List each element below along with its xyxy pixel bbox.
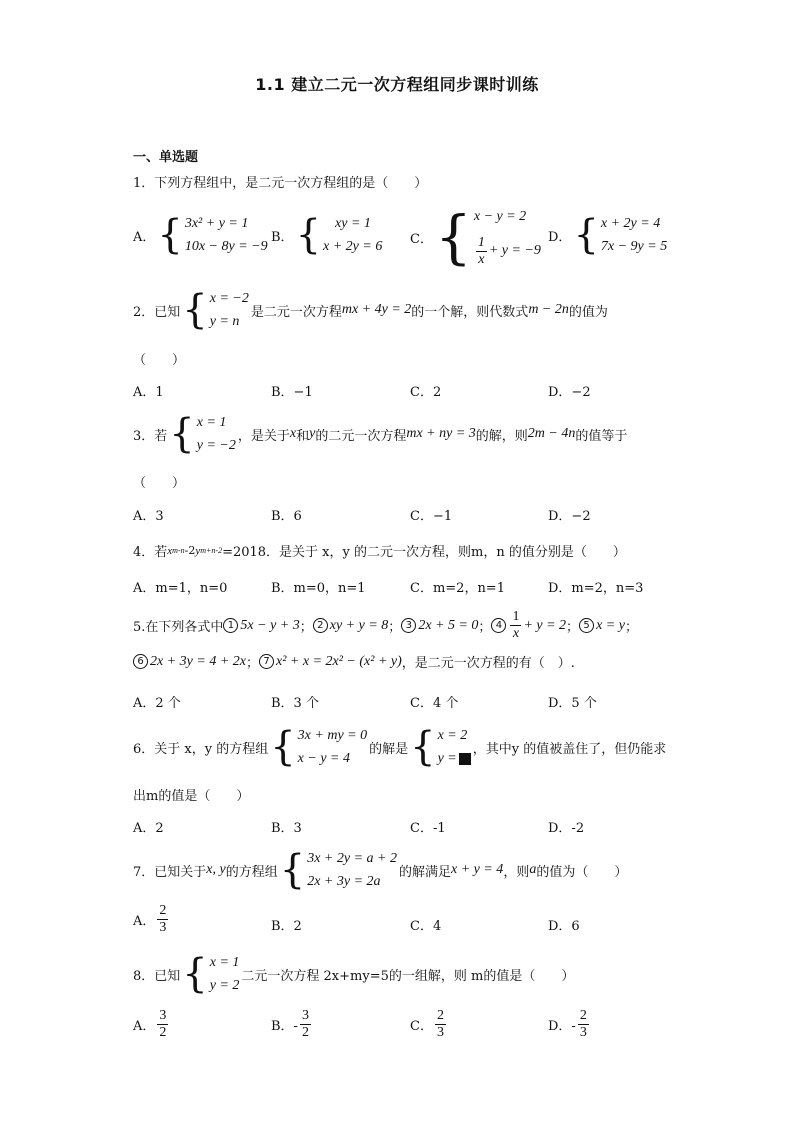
frac-den: x — [512, 626, 520, 641]
left-brace-icon: { — [182, 951, 208, 997]
q1-b-eq1: xy = 1 — [335, 215, 371, 231]
q5-option-c: C．4 个 — [410, 696, 459, 711]
frac-den: 3 — [579, 1025, 587, 1040]
q6-eq1: 3x + my = 0 — [297, 727, 368, 743]
q7-a-label: A． — [133, 914, 156, 929]
q3-option-d: D．−2 — [548, 509, 591, 524]
q5-expr-7: x² + x = 2x² − (x² + y) — [276, 653, 402, 669]
q8-d-label: D．- — [548, 1019, 576, 1034]
circled-number-icon: 5 — [579, 618, 594, 633]
circled-number-icon: 2 — [313, 618, 328, 633]
q3-and: 和 — [296, 428, 310, 444]
left-brace-icon: { — [157, 212, 183, 258]
q6-sol1: x = 2 — [437, 727, 468, 743]
q6-sol2 — [438, 748, 471, 770]
q6-option-b: B．3 — [271, 821, 302, 836]
q2-post: 的值为 — [568, 304, 608, 320]
q3-var-y: y — [309, 426, 316, 441]
q4-base-x: x — [167, 544, 173, 557]
q7-option-b: B．2 — [271, 919, 302, 934]
left-brace-icon: { — [434, 203, 472, 271]
q7-mid: 的方程组 — [225, 864, 278, 880]
left-brace-icon: { — [279, 847, 306, 893]
q4-base-y: y — [195, 544, 201, 557]
q6-sol2-text: y = — [437, 750, 457, 766]
q7-eq1: 3x + 2y = a + 2 — [307, 850, 397, 866]
q7-eq2: 2x + 3y = 2a — [307, 873, 381, 889]
q8-option-c — [410, 1008, 448, 1041]
circled-number-icon: 4 — [491, 618, 506, 633]
left-brace-icon: { — [573, 212, 599, 258]
q5-option-b: B．3 个 — [271, 696, 319, 711]
q1-option-b — [271, 212, 384, 258]
q1-c-eq1: x − y = 2 — [473, 209, 527, 225]
question-2-stem — [133, 287, 608, 333]
q2-option-d: D．−2 — [548, 385, 591, 400]
q8-pre: 8．已知 — [133, 968, 181, 984]
q8-option-d — [548, 1008, 591, 1041]
q3-eq2: y = −2 — [196, 437, 236, 453]
q1-c-fraction — [476, 235, 487, 268]
q7-option-a — [133, 903, 170, 936]
q2-eq1: x = −2 — [209, 290, 249, 306]
q8-eq1: x = 1 — [209, 954, 240, 970]
q7-equation: x + y = 4 — [450, 862, 504, 877]
q3-expression: 2m − 4n — [527, 426, 576, 441]
frac-den: x — [478, 251, 485, 267]
q7-var-a: a — [529, 862, 537, 877]
question-5-line2: 6 2x + 3y = 4 + 2x ； 7 x² + x = 2x² − (x² + y) ，是二元一次方程的有（ ）. — [133, 652, 575, 671]
q1-option-a — [133, 212, 270, 258]
q3-eq1: x = 1 — [196, 414, 227, 430]
q4-exp2: m+n-2 — [200, 546, 223, 555]
q8-option-a — [133, 1008, 170, 1041]
q8-c-fraction — [435, 1008, 446, 1041]
q5-option-a: A．2 个 — [133, 696, 181, 711]
q3-option-b: B．6 — [271, 509, 302, 524]
q8-c-label: C． — [410, 1019, 433, 1034]
q2-answer-paren: （ ） — [133, 353, 186, 368]
q1-d-eq2: 7x − 9y = 5 — [600, 238, 668, 254]
q1-a-system — [157, 212, 267, 258]
q3-equation: mx + ny = 3 — [406, 426, 476, 441]
q8-d-fraction — [578, 1008, 589, 1041]
q6-pre: 6．关于 x，y 的方程组 — [133, 741, 269, 757]
q4-option-d: D．m=2，n=3 — [548, 581, 644, 596]
frac-num: 2 — [159, 903, 167, 918]
frac-num: 3 — [301, 1008, 309, 1023]
frac-num: 2 — [436, 1008, 444, 1023]
q2-option-c: C．2 — [410, 385, 442, 400]
q7-system — [280, 847, 397, 893]
q8-option-b — [271, 1008, 313, 1041]
q7-option-c: C．4 — [410, 919, 442, 934]
q3-mid2: 的二元一次方程 — [315, 428, 407, 444]
q1-a-eq1: 3x² + y = 1 — [184, 215, 249, 231]
q4-option-c: C．m=2，n=1 — [410, 581, 505, 596]
q1-c-system — [435, 203, 541, 271]
q1-option-c — [410, 203, 543, 271]
left-brace-icon: { — [270, 724, 296, 770]
q8-b-label: B．- — [271, 1019, 298, 1034]
q1-b-label: B． — [271, 229, 294, 245]
section-heading: 一、单选题 — [133, 150, 199, 165]
q2-pre: 2．已知 — [133, 304, 181, 320]
q4-pre: 4．若 — [133, 545, 168, 560]
q5-option-d: D．5 个 — [548, 696, 597, 711]
q6-mid: 的解是 — [369, 741, 409, 757]
q6-line2: 出m的值是（ ） — [133, 789, 250, 804]
question-5-line1: 5.在下列各式中 1 5x − y + 3 ； 2 xy + y = 8 ； 3 2x + 5 = 0 ； 4 $\frac{1}{x}$ + y = 2 ； 5 x = y ； — [133, 609, 638, 641]
q4-post: =2018．是关于 x，y 的二元一次方程，则m，n 的值分别是（ ） — [222, 545, 626, 560]
q7-pre: 7．已知关于 — [133, 864, 207, 880]
q5-post: ，是二元一次方程的有（ ）. — [401, 656, 575, 671]
q5-expr-2: xy + y = 8 — [329, 617, 389, 633]
question-6-stem — [133, 724, 666, 770]
q7-mid2: 的解满足 — [398, 864, 451, 880]
q5-expr-6: 2x + 3y = 4 + 2x — [150, 653, 246, 669]
q2-mid2: 的一个解，则代数式 — [411, 304, 529, 320]
circled-number-icon: 7 — [259, 654, 274, 669]
circled-number-icon: 3 — [401, 618, 416, 633]
q2-equation: mx + 4y = 2 — [341, 302, 412, 317]
q1-c-label: C． — [410, 231, 433, 247]
q8-a-fraction — [157, 1008, 168, 1041]
q5-expr-5: x = y — [596, 617, 625, 633]
q3-var-x: x — [289, 426, 297, 441]
q3-option-c: C．−1 — [410, 509, 453, 524]
q7-option-d: D．6 — [548, 919, 580, 934]
q5-expr-3: 2x + 5 = 0 — [418, 617, 479, 633]
q6-system — [270, 724, 367, 770]
q1-c-eq2 — [474, 235, 541, 268]
q1-a-label: A． — [133, 229, 156, 245]
circled-number-icon: 6 — [133, 654, 148, 669]
q8-system — [182, 951, 239, 997]
page-title: 1.1 建立二元一次方程组同步课时训练 — [255, 75, 539, 94]
q2-system — [182, 287, 249, 333]
q6-post: ，其中y 的值被盖住了，但仍能求 — [472, 741, 667, 757]
q3-option-a: A．3 — [133, 509, 164, 524]
q7-mid3: ，则 — [503, 864, 530, 880]
q1-d-eq1: x + 2y = 4 — [600, 215, 661, 231]
q5-fraction — [510, 609, 521, 642]
q1-d-label: D． — [548, 229, 572, 245]
q3-mid3: 的解，则 — [475, 428, 528, 444]
q6-option-a: A．2 — [133, 821, 164, 836]
frac-den: 3 — [436, 1025, 444, 1040]
covered-value-square-icon — [459, 753, 471, 765]
left-brace-icon: { — [182, 287, 208, 333]
q2-option-b: B．−1 — [271, 385, 313, 400]
q2-eq2: y = n — [209, 313, 240, 329]
question-7-stem — [133, 847, 627, 893]
q3-system — [169, 411, 236, 457]
q8-a-label: A． — [133, 1019, 156, 1034]
q3-pre: 3．若 — [133, 428, 168, 444]
q4-exp1: m-n — [172, 546, 185, 555]
frac-num: 3 — [159, 1008, 167, 1023]
q8-b-fraction — [300, 1008, 311, 1041]
frac-num: 1 — [477, 234, 485, 250]
q8-eq2: y = 2 — [209, 977, 240, 993]
q3-mid: ，是关于 — [237, 428, 290, 444]
q2-option-a: A．1 — [133, 385, 164, 400]
q5-pre: 5.在下列各式中 — [133, 620, 224, 635]
q5-expr-4: + y = 2 — [523, 617, 567, 633]
q3-answer-paren: （ ） — [133, 476, 186, 491]
q2-mid: 是二元一次方程 — [250, 304, 342, 320]
frac-den: 2 — [159, 1025, 167, 1040]
q7-a-fraction — [157, 903, 168, 936]
q6-option-c: C．-1 — [410, 821, 446, 836]
q4-option-b: B．m=0，n=1 — [271, 581, 366, 596]
q3-post: 的值等于 — [575, 428, 628, 444]
q7-vars: x, y — [206, 862, 226, 877]
frac-num: 2 — [579, 1008, 587, 1023]
q2-expression: m − 2n — [528, 302, 569, 317]
q8-post: 二元一次方程 2x+my=5的一组解，则 m的值是（ ） — [241, 968, 575, 984]
left-brace-icon: { — [169, 411, 195, 457]
q1-b-eq2: x + 2y = 6 — [323, 238, 383, 254]
question-1-stem: 1．下列方程组中，是二元一次方程组的是（ ） — [133, 176, 428, 191]
frac-den: 2 — [301, 1025, 309, 1040]
q1-d-system — [573, 212, 667, 258]
q5-expr-1: 5x − y + 3 — [240, 617, 300, 633]
q6-solution — [410, 724, 471, 770]
q1-option-d — [548, 212, 669, 258]
q7-post: 的值为（ ） — [536, 864, 628, 880]
question-4-stem — [133, 541, 626, 560]
question-8-stem — [133, 951, 574, 997]
q1-a-eq2: 10x − 8y = −9 — [184, 238, 268, 254]
question-3-stem — [133, 411, 627, 457]
q4-mid: -2 — [184, 544, 196, 557]
circled-number-icon: 1 — [223, 618, 238, 633]
left-brace-icon: { — [410, 724, 436, 770]
q4-option-a: A．m=1，n=0 — [133, 581, 228, 596]
q1-b-system — [296, 212, 383, 258]
frac-den: 3 — [159, 920, 167, 935]
q6-eq2: x − y = 4 — [297, 750, 350, 766]
frac-num: 1 — [512, 609, 520, 624]
left-brace-icon: { — [295, 212, 322, 258]
q6-option-d: D．-2 — [548, 821, 585, 836]
q1-c-eq2-rest: + y = −9 — [488, 243, 541, 259]
